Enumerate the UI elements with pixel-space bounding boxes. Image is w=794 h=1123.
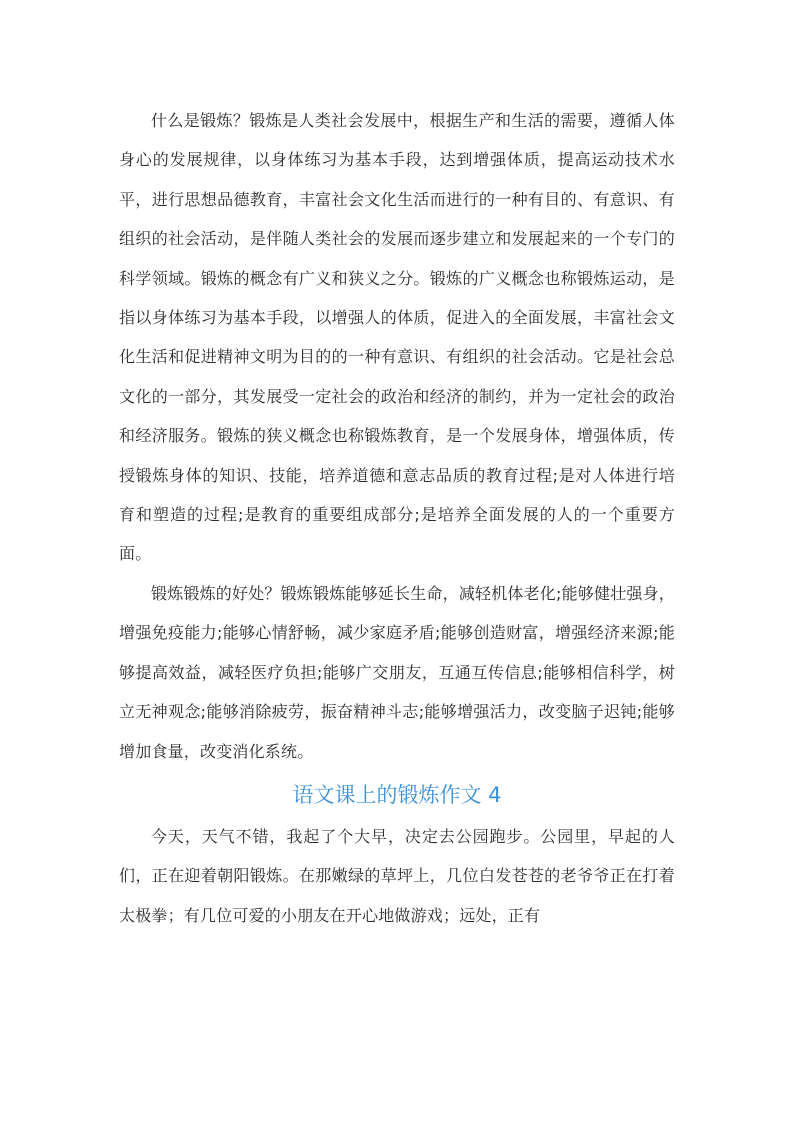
paragraph-essay-start: 今天，天气不错，我起了个大早，决定去公园跑步。公园里，早起的人们，正在迎着朝阳锻炼。在那嫩绿的草坪上，几位白发苍苍的老爷爷正在打着太极拳；有几位可爱的小朋友在开心地做游戏；远处，正有 (119, 826, 675, 925)
paragraph-what-is-exercise: 什么是锻炼？锻炼是人类社会发展中，根据生产和生活的需要，遵循人体身心的发展规律，以身体练习为基本手段，达到增强体质，提高运动技术水平，进行思想品德教育，丰富社会文化生活而进行的一种有目的、有意识、有组织的社会活动，是伴随人类社会的发展而逐步建立和发展起来的一个专门的科学领域。锻炼的概念有广义和狭义之分。锻炼的广义概念也称锻炼运动，是指以身体练习为基本手段，以增强人的体质，促进入的全面发展，丰富社会文化生活和促进精神文明为目的的一种有意识、有组织的社会活动。它是社会总文化的一部分，其发展受一定社会的政治和经济的制约，并为一定社会的政治和经济服务。锻炼的狭义概念也称锻炼教育，是一个发展身体，增强体质，传授锻炼身体的知识、技能，培养道德和意志品质的教育过程;是对人体进行培育和塑造的过程;是教育的重要组成部分;是培养全面发展的人的一个重要方面。 (119, 111, 675, 564)
essay-heading: 语文课上的锻炼作文 4 (292, 782, 502, 807)
paragraph-benefits: 锻炼锻炼的好处？锻炼锻炼能够延长生命，减轻机体老化;能够健壮强身，增强免疫能力;能够心情舒畅，减少家庭矛盾;能够创造财富，增强经济来源;能够提高效益，减轻医疗负担;能够广交朋友，互通互传信息;能够相信科学，树立无神观念;能够消除疲劳，振奋精神斗志;能够增强活力，改变脑子迟钝;能够增加食量，改变消化系统。 (119, 583, 675, 761)
document-page (119, 101, 675, 935)
